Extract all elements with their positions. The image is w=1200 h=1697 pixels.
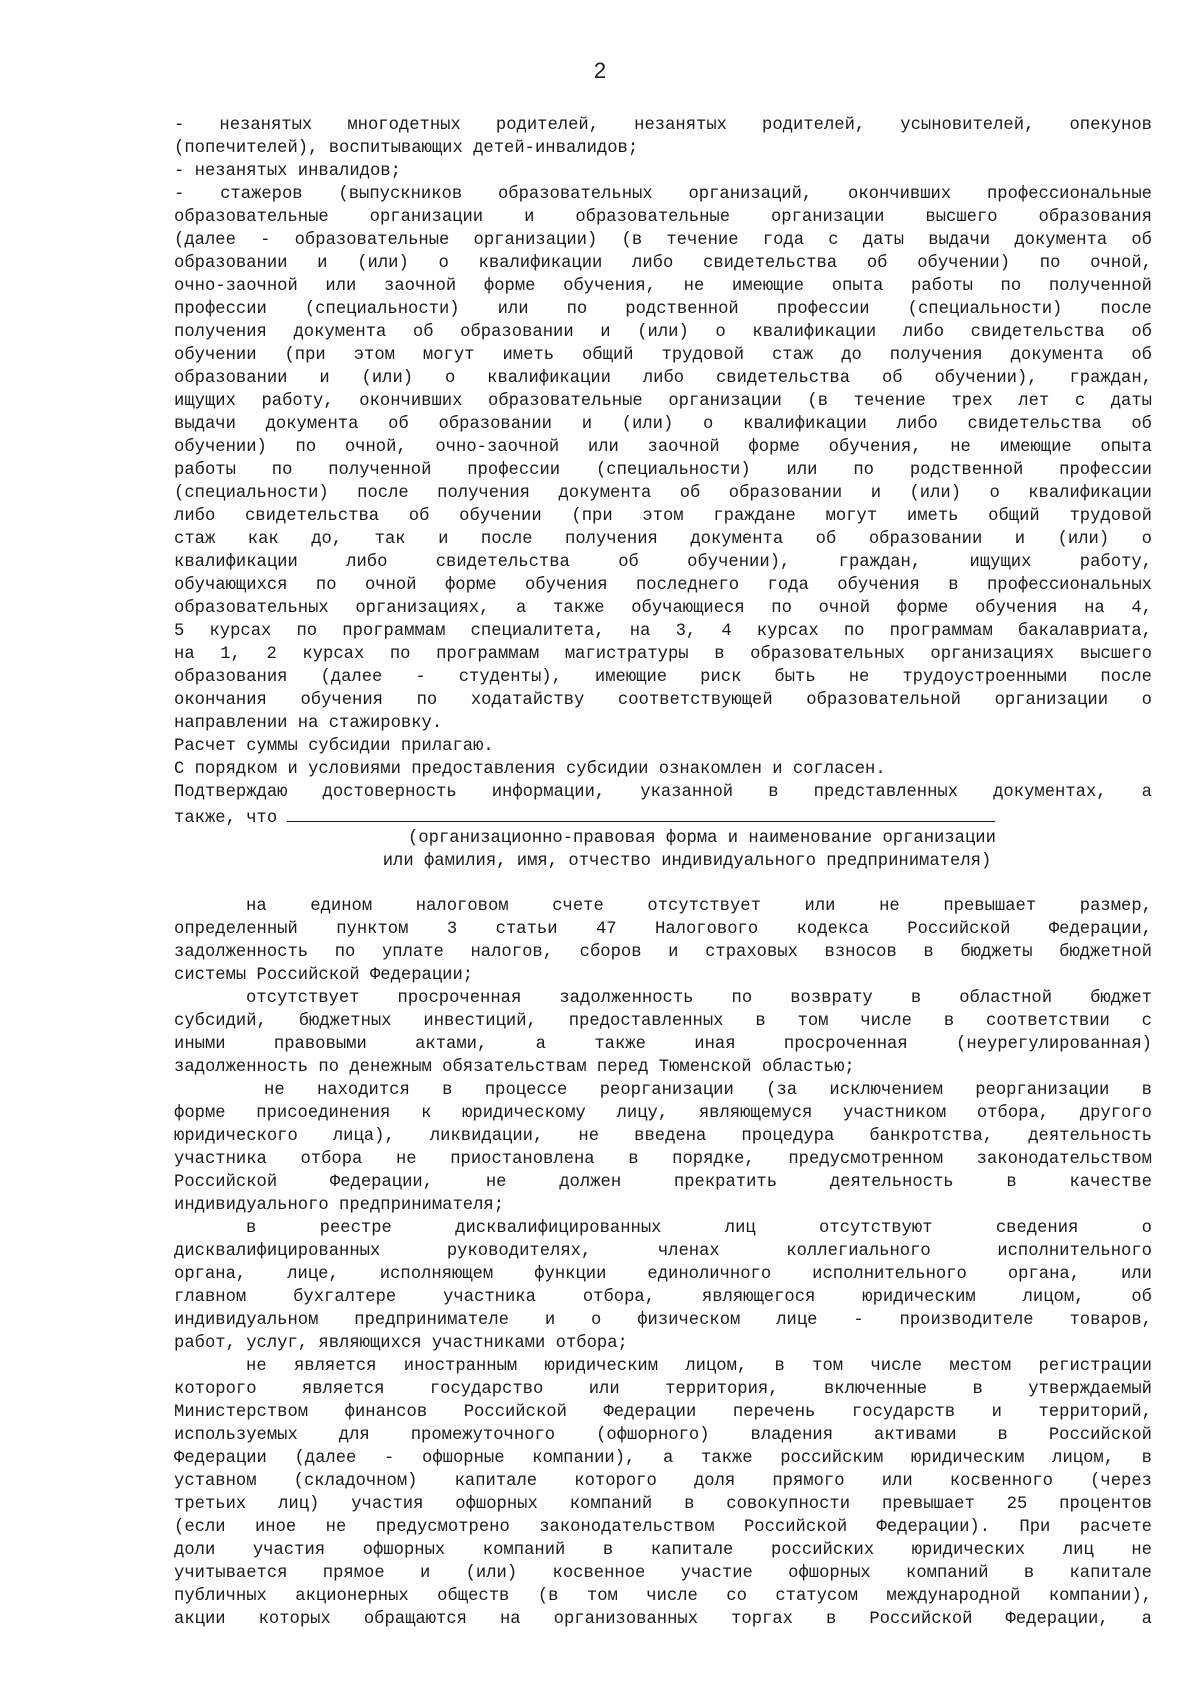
applicant-categories-text-line: ищущих работу, окончивших образовательные организации (в течение трех лет с даты <box>174 392 1152 411</box>
confirmations-text-line: используемых для промежуточного (офшорного) владения активами в Российской <box>174 1426 1152 1445</box>
confirmations-text-line: которого является государство или территория, включенные в утверждаемый <box>174 1380 1152 1399</box>
confirmations-text-line: не находится в процессе реорганизации (за исключением реорганизации в <box>264 1081 1152 1100</box>
confirmations-text-line: главном бухгалтере участника отбора, являющегося юридическим лицом, об <box>174 1288 1152 1307</box>
applicant-categories-text-line: (далее - образовательные организации) (в течение года с даты выдачи документа об <box>174 231 1152 250</box>
applicant-categories-section <box>174 114 1152 804</box>
confirmations-text-line: Российской Федерации, не должен прекратить деятельность в качестве <box>174 1173 1152 1192</box>
applicant-categories-text-line: на 1, 2 курсах по программам магистратуры в образовательных организациях высшего <box>174 645 1152 664</box>
confirmations-text-line: учитывается прямое и (или) косвенное участие офшорных компаний в капитале <box>174 1564 1152 1583</box>
applicant-categories-text-line: образовании и (или) о квалификации либо свидетельства об обучении) по очной, <box>174 254 1152 273</box>
confirmations-text-line: иными правовыми актами, а также иная просроченная (неурегулированная) <box>174 1035 1152 1054</box>
applicant-categories-text-line: либо свидетельства об обучении (при этом граждане могут иметь общий трудовой <box>174 507 1152 526</box>
confirmations-text-line: индивидуального предпринимателя; <box>174 1196 505 1215</box>
confirmations-text-line: уставном (складочном) капитале которого доля прямого или косвенного (через <box>174 1472 1152 1491</box>
confirmations-text-line: Федерации (далее - офшорные компании), а также российским юридическим лицом, в <box>174 1449 1152 1468</box>
applicant-categories-text-line: - незанятых инвалидов; <box>174 162 401 181</box>
confirmations-text-line: работ, услуг, являющихся участниками отбора; <box>174 1334 628 1353</box>
applicant-categories-text-line: обучении) по очной, очно-заочной или заочной форме обучения, не имеющие опыта <box>174 438 1152 457</box>
signature-row <box>174 804 1152 827</box>
applicant-categories-text-line: стаж как до, так и после получения документа об образовании и (или) о <box>174 530 1152 549</box>
confirmations-section <box>174 895 1152 1631</box>
confirmations-text-line: третьих лиц) участия офшорных компаний в совокупности превышает 25 процентов <box>174 1495 1152 1514</box>
applicant-categories-text-line: выдачи документа об образовании и (или) о квалификации либо свидетельства об <box>174 415 1152 434</box>
confirmations-text-line: Министерством финансов Российской Федерации перечень государств и территорий, <box>174 1403 1152 1422</box>
applicant-categories-text-line: 5 курсах по программам специалитета, на 3, 4 курсах по программам бакалавриата, <box>174 622 1152 641</box>
applicant-categories-text-line: - стажеров (выпускников образовательных организаций, окончивших профессиональные <box>174 185 1152 204</box>
applicant-categories-text-line: С порядком и условиями предоставления субсидии ознакомлен и согласен. <box>174 760 886 779</box>
applicant-categories-text-line: Подтверждаю достоверность информации, указанной в представленных документах, а <box>174 783 1152 802</box>
confirmations-text-line: задолженность по уплате налогов, сборов и страховых взносов в бюджеты бюджетной <box>174 943 1152 962</box>
applicant-categories-text-line: обучающихся по очной форме обучения последнего года обучения в профессиональных <box>174 576 1152 595</box>
confirmations-text-line: субсидий, бюджетных инвестиций, предоставленных в том числе в соответствии с <box>174 1012 1152 1031</box>
confirmations-text-line: системы Российской Федерации; <box>174 966 474 985</box>
section-gap <box>174 873 1152 895</box>
page-number: 2 <box>593 58 607 83</box>
applicant-categories-text-line: (попечителей), воспитывающих детей-инвалидов; <box>174 139 639 158</box>
signature-fill-line[interactable] <box>287 804 995 822</box>
confirmations-text-line: юридического лица), ликвидации, не введена процедура банкротства, деятельность <box>174 1127 1152 1146</box>
confirmations-text-line: задолженность по денежным обязательствам перед Тюменской областью; <box>174 1058 855 1077</box>
applicant-categories-text-line: окончания обучения по ходатайству соответствующей образовательной организации о <box>174 691 1152 710</box>
signature-caption-line-2: или фамилия, имя, отчество индивидуального предпринимателя) <box>382 852 992 871</box>
applicant-categories-text-line: профессии (специальности) или по родственной профессии (специальности) после <box>174 300 1152 319</box>
signature-prefix: также, что <box>174 809 288 828</box>
confirmations-text-line: (если иное не предусмотрено законодательством Российской Федерации). При расчете <box>174 1518 1152 1537</box>
applicant-categories-text-line: - незанятых многодетных родителей, незанятых родителей, усыновителей, опекунов <box>174 116 1152 135</box>
confirmations-text-line: акции которых обращаются на организованных торгах в Российской Федерации, а <box>174 1610 1152 1629</box>
applicant-categories-text-line: (специальности) после получения документа об образовании и (или) о квалификации <box>174 484 1152 503</box>
confirmations-text-line: форме присоединения к юридическому лицу, являющемуся участником отбора, другого <box>174 1104 1152 1123</box>
applicant-categories-text-line: работы по полученной профессии (специальности) или по родственной профессии <box>174 461 1152 480</box>
applicant-categories-text-line: квалификации либо свидетельства об обучении), граждан, ищущих работу, <box>174 553 1152 572</box>
applicant-categories-text-line: Расчет суммы субсидии прилагаю. <box>174 737 494 756</box>
confirmations-text-line: публичных акционерных обществ (в том числе со статусом международной компании), <box>174 1587 1152 1606</box>
confirmations-text-line: участника отбора не приостановлена в порядке, предусмотренном законодательством <box>174 1150 1152 1169</box>
confirmations-text-line: дисквалифицированных руководителях, членах коллегиального исполнительного <box>174 1242 1152 1261</box>
confirmations-text-line: органа, лице, исполняющем функции единоличного исполнительного органа, или <box>174 1265 1152 1284</box>
applicant-categories-text-line: образования (далее - студенты), имеющие риск быть не трудоустроенными после <box>174 668 1152 687</box>
confirmations-text-line: на едином налоговом счете отсутствует или не превышает размер, <box>246 897 1152 916</box>
applicant-categories-text-line: получения документа об образовании и (или) о квалификации либо свидетельства об <box>174 323 1152 342</box>
applicant-categories-text-line: образовательных организациях, а также обучающиеся по очной форме обучения на 4, <box>174 599 1152 618</box>
signature-caption-line-1: (организационно-правовая форма и наименование организации <box>408 829 996 848</box>
confirmations-text-line: доли участия офшорных компаний в капитале российских юридических лиц не <box>174 1541 1152 1560</box>
confirmations-text-line: индивидуальном предпринимателе и о физическом лице - производителе товаров, <box>174 1311 1152 1330</box>
confirmations-text-line: отсутствует просроченная задолженность по возврату в областной бюджет <box>246 989 1152 1008</box>
applicant-categories-text-line: очно-заочной или заочной форме обучения, не имеющие опыта работы по полученной <box>174 277 1152 296</box>
confirmations-text-line: определенный пунктом 3 статьи 47 Налогового кодекса Российской Федерации, <box>174 920 1152 939</box>
applicant-categories-text-line: образовании и (или) о квалификации либо свидетельства об обучении), граждан, <box>174 369 1152 388</box>
applicant-categories-text-line: направлении на стажировку. <box>174 714 443 733</box>
confirmations-text-line: не является иностранным юридическим лицом, в том числе местом регистрации <box>246 1357 1152 1376</box>
confirmations-text-line: в реестре дисквалифицированных лиц отсутствуют сведения о <box>246 1219 1152 1238</box>
document-body <box>174 114 1152 1631</box>
applicant-categories-text-line: обучении (при этом могут иметь общий трудовой стаж до получения документа об <box>174 346 1152 365</box>
applicant-categories-text-line: образовательные организации и образовательные организации высшего образования <box>174 208 1152 227</box>
